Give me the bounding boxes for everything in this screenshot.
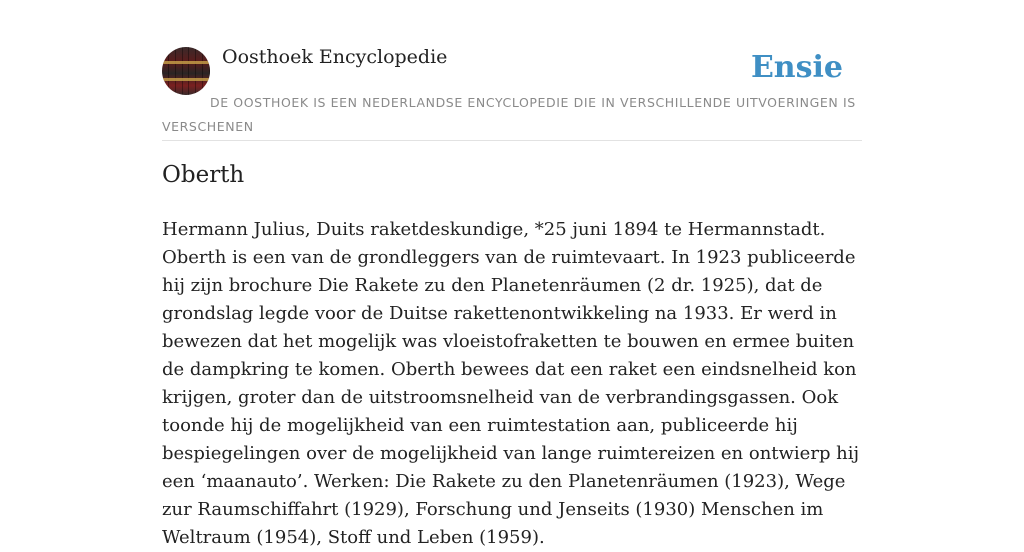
site-header	[162, 0, 862, 141]
page-container	[162, 0, 862, 548]
ensie-logo-link[interactable]: Ensie	[750, 50, 843, 85]
site-title[interactable]: Oosthoek Encyclopedie	[222, 46, 448, 68]
site-tagline: DE OOSTHOEK IS EEN NEDERLANDSE ENCYCLOPEDIE DIE IN VERSCHILLENDE UITVOERINGEN IS VERSCHENEN	[162, 95, 856, 134]
encyclopedia-books-avatar-icon[interactable]	[162, 47, 210, 95]
article-title: Oberth	[162, 162, 245, 188]
article-body: Hermann Julius, Duits raketdeskundige, *25 juni 1894 te Hermannstadt. Oberth is een van de grondleggers van de ruimtevaart. In 1923 publiceerde hij zijn brochure Die Rakete zu den Planetenräumen (2 dr. 1925), dat de grondslag legde voor de Duitse rakettenontwikkeling na 1933. Er werd in bewezen dat het mogelijk was vloeistofraketten te bouwen en ermee buiten de dampkring te komen. Oberth bewees dat een raket een eindsnelheid kon krijgen, groter dan de uitstroomsnelheid van de verbrandingsgassen. Ook toonde hij de mogelijkheid van een ruimtestation aan, publiceerde hij bespiegelingen over de mogelijkheid van lange ruimtereizen en ontwierp hij een ‘maanauto’. Werken: Die Rakete zu den Planetenräumen (1923), Wege zur Raumschiffahrt (1929), Forschung und Jenseits (1930) Menschen im Weltraum (1954), Stoff und Leben (1959).	[162, 219, 860, 548]
